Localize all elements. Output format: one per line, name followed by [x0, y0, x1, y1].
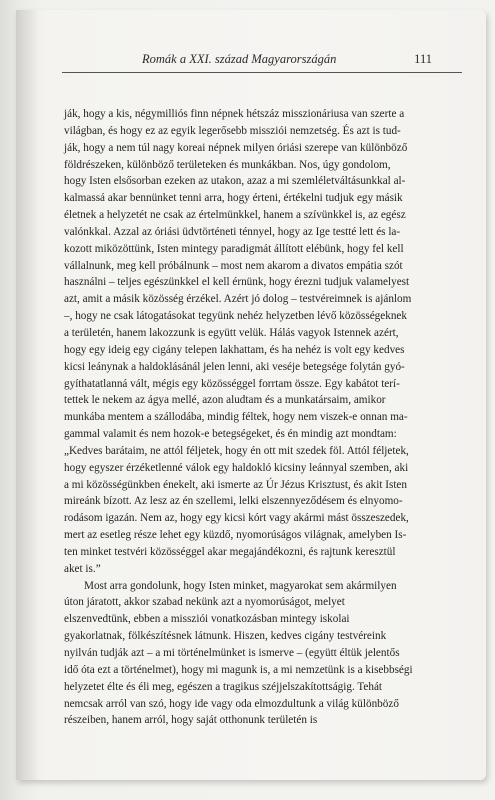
running-title: Romák a XXI. század Magyarországán: [142, 52, 337, 66]
paragraph-1: ják, hogy a kis, négymilliós finn népnek hétszáz misszionáriusa van szerte a világban, és hogy ez az egyik legerősebb missziói nemzetség. És azt is tud- ják, hogy a nem túl nagy koreai népnek milyen óriási szerepe van különböző földrészeken, különböző területeken és munkákban. Nos, úgy gondolom, hogy Isten elsősorban ezeken az utakon, azaz a mi szemléletváltásunkkal al- kalmassá akar bennünket tenni arra, hogy érteni, értékelni tudjuk egy másik életnek a helyzetét ne csak az értelmünkkel, hanem a szívünkkel is, az egész valónkkal. Azzal az óriási üdvtörténeti ténnyel, hogy az Ige testté lett és la- kozott miközöttünk, Isten mintegy paradigmát állított elébünk, hogy fel kell vállalnunk, meg kell próbálnunk – most nem akarom a divatos empátia szót használni – teljes egészünkkel el kell érnünk, hogy érezni tudjuk valamelyest azt, amit a másik közösség érzékel. Azért jó dolog – testvéreimnek is ajánlom –, hogy ne csak látogatásokat tegyünk nehéz helyzetben lévő közösségeknek a területén, hanem lakozzunk is együtt velük. Hálás vagyok Istennek azért, hogy egy ideig egy cigány telepen lakhattam, és ha nehéz is volt egy kedves kicsi leánynak a haldoklásánál jelen lenni, aki veséje betegsége folytán gyó- gyíthatatlanná vált, mégis egy közösséggel forrtam össze. Egy kabátot terí- tettek le nekem az ágya mellé, azon aludtam és a munkatársaim, amikor munkába mentem a szállodába, mindig féltek, hogy nem viszek-e onnan ma- gammal valamit és nem hozok-e betegségeket, és én mindig azt mondtam: „Kedves barátaim, ne attól féljetek, hogy én ott mit szedek föl. Attól féljetek, hogy egyszer érzéketlenné válok egy haldokló kicsiny leánnyal szemben, aki a mi közösségünkben énekelt, aki ismerte az Úr Jézus Krisztust, és akit Isten mireánk bízott. Az lesz az én szellemi, lelki elszennyeződésem és elnyomo- rodásom igazán. Nem az, hogy egy kicsi kórt vagy akármi mást összeszedek, mert az esetleg része lehet egy küzdő, nyomorúságos világnak, amelyben Is- ten minket testvéri közösséggel akar megajándékozni, és rajtunk keresztül aket is.”: [64, 108, 412, 575]
book-page: [16, 10, 486, 780]
page-spine-shadow: [16, 10, 38, 780]
running-header: [62, 52, 462, 73]
page-number: 111: [414, 52, 432, 66]
body-text: [64, 106, 464, 729]
paragraph-2: Most arra gondolunk, hogy Isten minket, magyarokat sem akármilyen úton járatott, akkor szabad nekünk azt a nyomorúságot, melyet elszenvedtünk, ebben a missziói vonatkozásban mintegy iskolai gyakorlatnak, fölkészítésnek látnunk. Hiszen, kedves cigány testvéreink nyilván tudják azt – a mi történelmünket is ismerve – (együtt éltük jelentős idő óta ezt a történelmet), hogy mi magunk is, a mi nemzetünk is a kisebbségi helyzetet élte és éli meg, egészen a tragikus széjjelszakítottságig. Tehát nemcsak arról van szó, hogy ide vagy oda elmozdultunk a világ különböző részeiben, hanem arról, hogy saját otthonunk területén is: [64, 579, 413, 727]
